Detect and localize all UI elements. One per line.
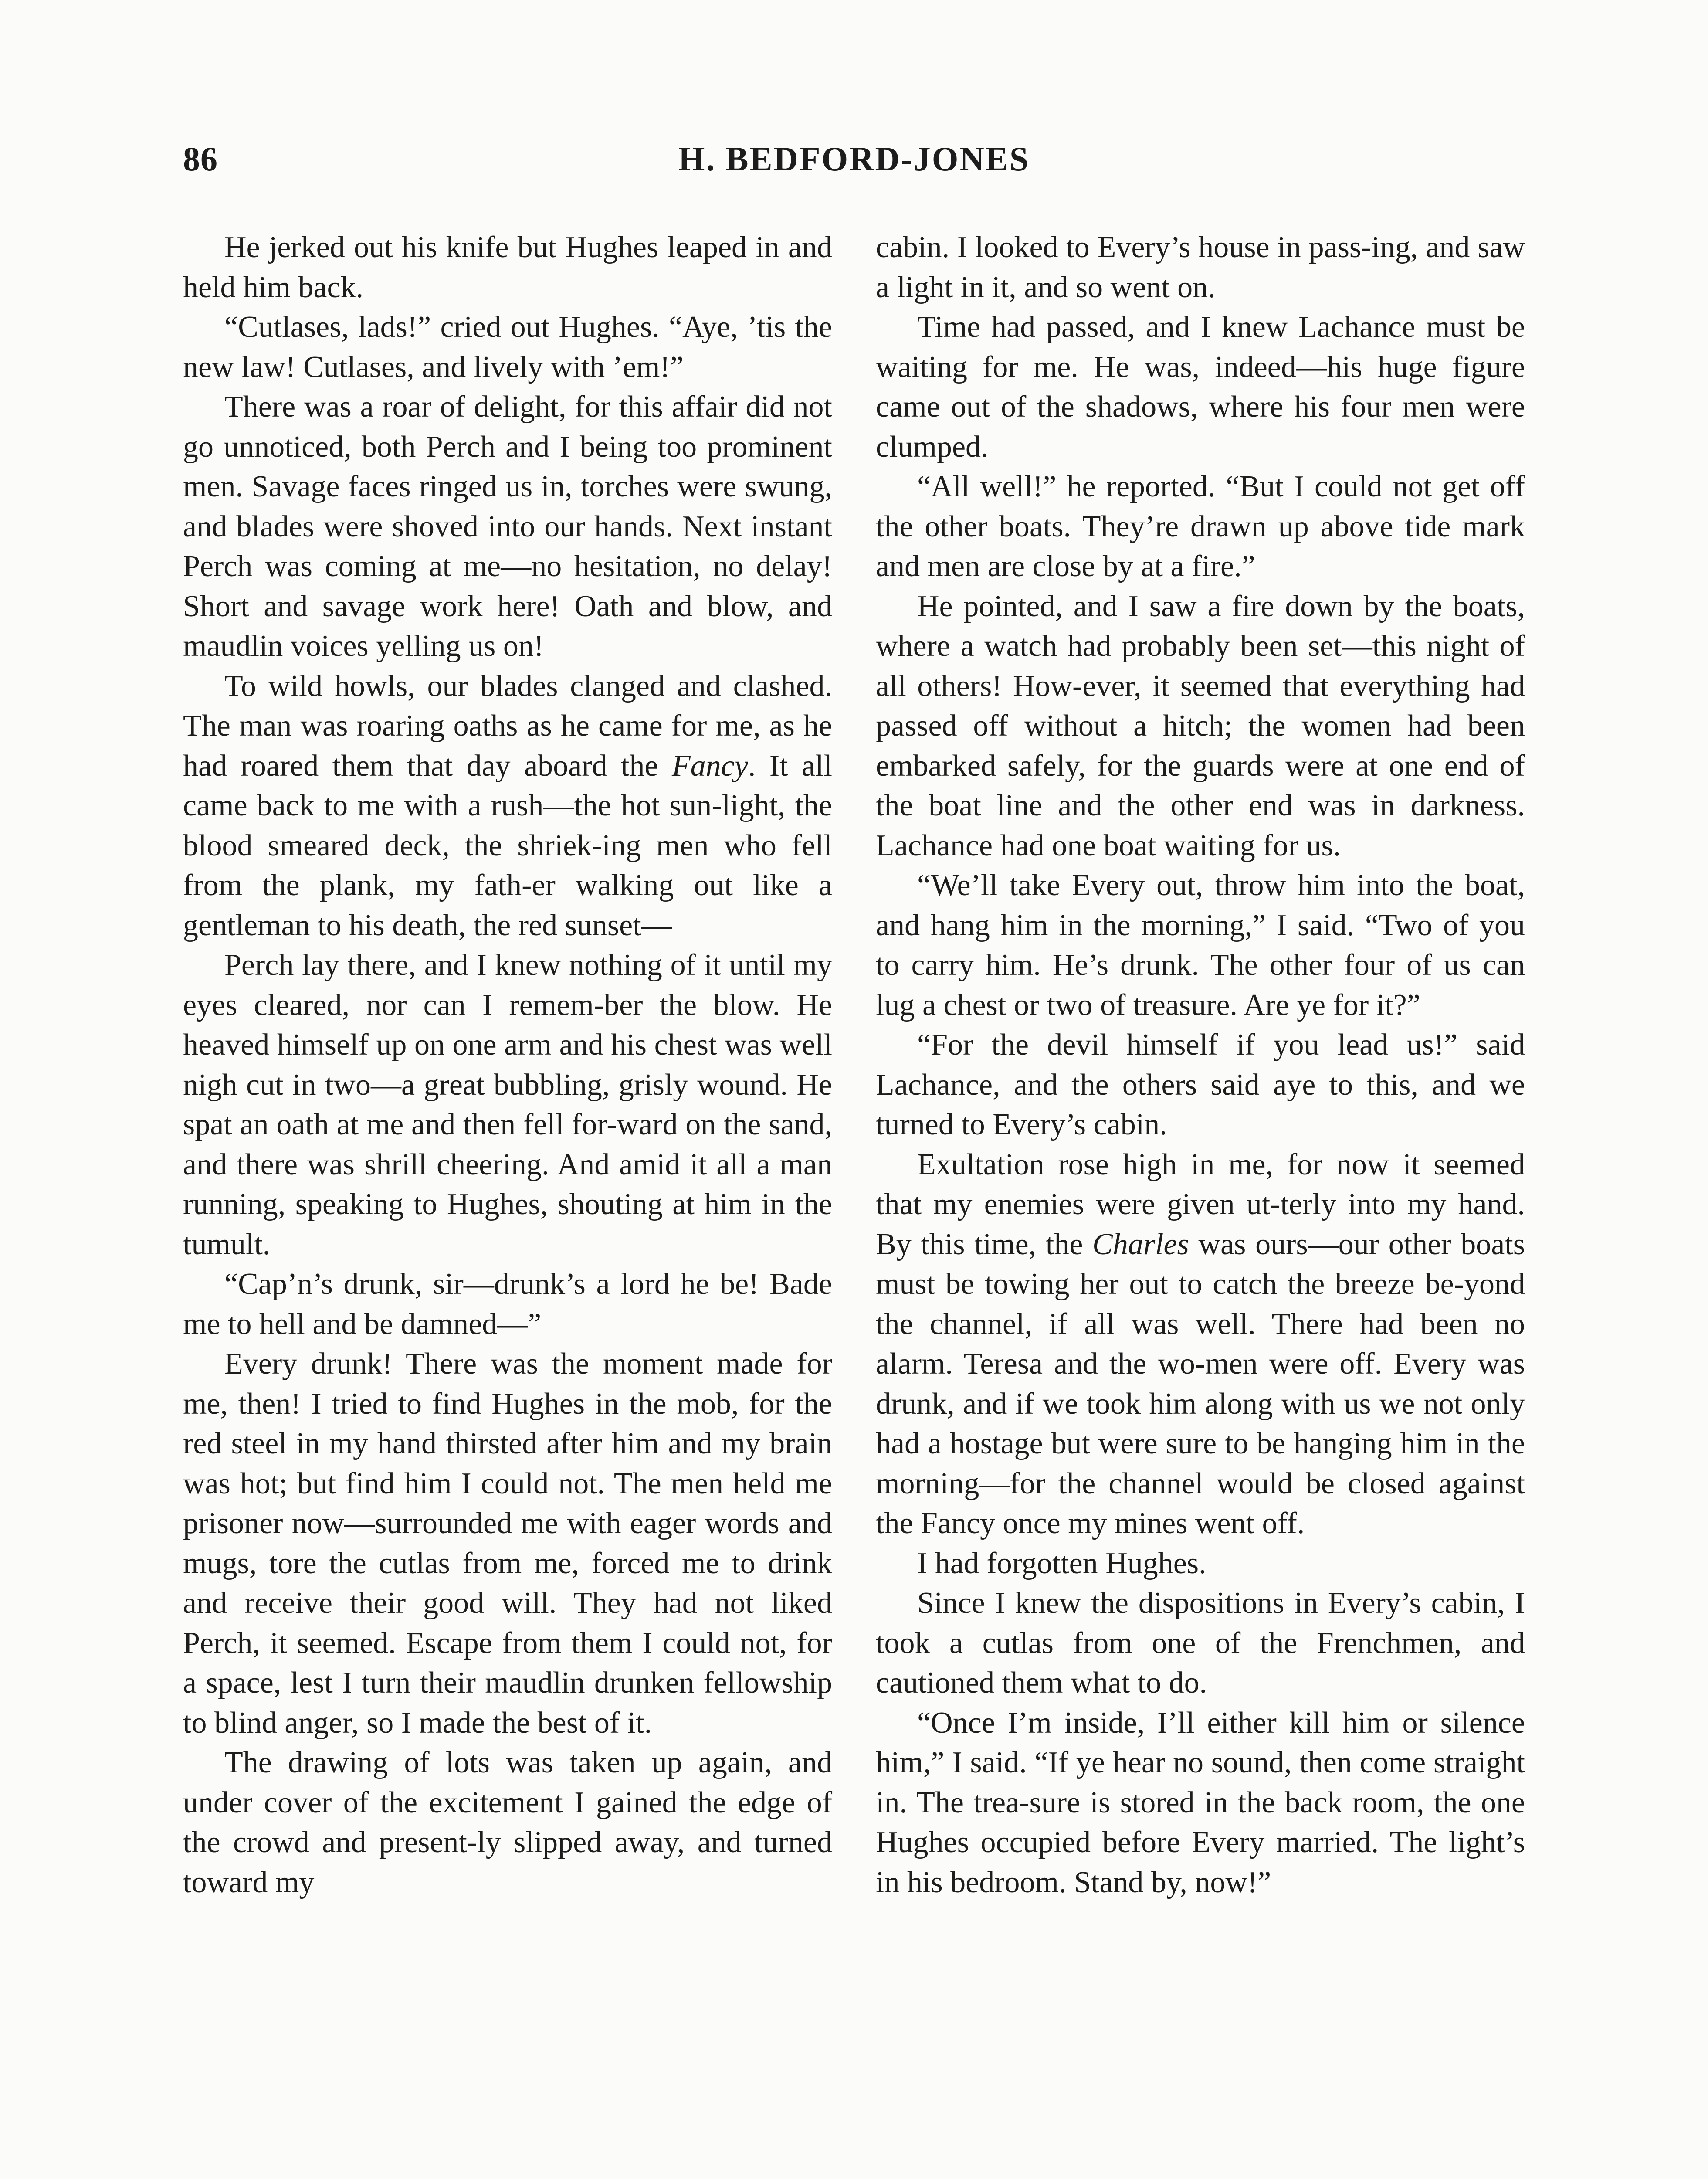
paragraph: “We’ll take Every out, throw him into the boat, and hang him in the morning,” I said. “Two of you to carry him. He’s drunk. The other four of us can lug a chest or two of treasure. Are ye for it?” — [876, 869, 1525, 1022]
right-column — [876, 227, 1525, 1902]
paragraph: Time had passed, and I knew Lachance must be waiting for me. He was, indeed—his huge figure came out of the shadows, where his four men were clumped. — [876, 310, 1525, 464]
paragraph: “For the devil himself if you lead us!” said Lachance, and the others said aye to this, and we turned to Every’s cabin. — [876, 1028, 1525, 1141]
paragraph: “Once I’m inside, I’ll either kill him or silence him,” I said. “If ye hear no sound, then come straight in. The trea-sure is stored in the back room, the one Hughes occupied before Every married. The light’s in his bedroom. Stand by, now!” — [876, 1706, 1525, 1899]
paragraph: Perch lay there, and I knew nothing of it until my eyes cleared, nor can I remem-ber the blow. He heaved himself up on one arm and his chest was well nigh cut in two—a great bubbling, grisly wound. He spat an oath at me and then fell for-ward on the sand, and there was shrill cheering. And amid it all a man running, speaking to Hughes, shouting at him in the tumult. — [183, 948, 832, 1261]
paragraph-continued: cabin. I looked to Every’s house in pass-ing, and saw a light in it, and so went on. — [876, 231, 1525, 304]
paragraph: “Cap’n’s drunk, sir—drunk’s a lord he be! Bade me to hell and be damned—” — [183, 1267, 832, 1341]
paragraph: He jerked out his knife but Hughes leaped in and held him back. — [183, 231, 832, 304]
paragraph: The drawing of lots was taken up again, and under cover of the excitement I gained the edge of the crowd and present-ly slipped away, and turned toward my — [183, 1746, 832, 1899]
left-column — [183, 227, 832, 1902]
paragraph: “All well!” he reported. “But I could not get off the other boats. They’re drawn up above tide mark and men are close by at a fire.” — [876, 470, 1525, 583]
paragraph: To wild howls, our blades clanged and clashed. The man was roaring oaths as he came for me, as he had roared them that day aboard the Fancy. It all came back to me with a rush—the hot sun-light, the blood smeared deck, the shriek-ing men who fell from the plank, my fath-er walking out like a gentleman to his death, the red sunset— — [183, 669, 833, 942]
paragraph: He pointed, and I saw a fire down by the boats, where a watch had probably been set—this night of all others! How-ever, it seemed that everything had passed off without a hitch; the women had been embarked safely, for the guards were at one end of the boat line and the other end was in darkness. Lachance had one boat waiting for us. — [876, 589, 1525, 862]
paragraph: Every drunk! There was the moment made for me, then! I tried to find Hughes in the mob, for the red steel in my hand thirsted after him and my brain was hot; but find him I could not. The men held me prisoner now—surrounded me with eager words and mugs, tore the cutlas from me, forced me to drink and receive their good will. They had not liked Perch, it seemed. Escape from them I could not, for a space, lest I turn their maudlin drunken fellowship to blind anger, so I made the best of it. — [183, 1347, 832, 1740]
paragraph: I had forgotten Hughes. — [917, 1546, 1206, 1580]
paragraph: Exultation rose high in me, for now it seemed that my enemies were given ut-terly into my hand. By this time, the Charles was ours—our other boats must be towing her out to catch the breeze be-yond the channel, if all was well. There had been no alarm. Teresa and the wo-men were off. Every was drunk, and if we took him along with us we not only had a hostage but were sure to be hanging him in the morning—for the channel would be closed against the Fancy once my mines went off. — [876, 1147, 1525, 1540]
running-head: H. BEDFORD-JONES — [678, 140, 1030, 178]
paragraph: There was a roar of delight, for this affair did not go unnoticed, both Perch and I being too prominent men. Savage faces ringed us in, torches were swung, and blades were shoved into our hands. Next instant Perch was coming at me—no hesitation, no delay! Short and savage work here! Oath and blow, and maudlin voices yelling us on! — [183, 390, 832, 663]
page-header — [183, 139, 1525, 196]
page-number: 86 — [183, 140, 218, 178]
paragraph: Since I knew the dispositions in Every’s cabin, I took a cutlas from one of the Frenchmen, and cautioned them what to do. — [876, 1586, 1525, 1700]
paragraph: “Cutlases, lads!” cried out Hughes. “Aye, ’tis the new law! Cutlases, and lively with ’em!” — [183, 310, 832, 384]
